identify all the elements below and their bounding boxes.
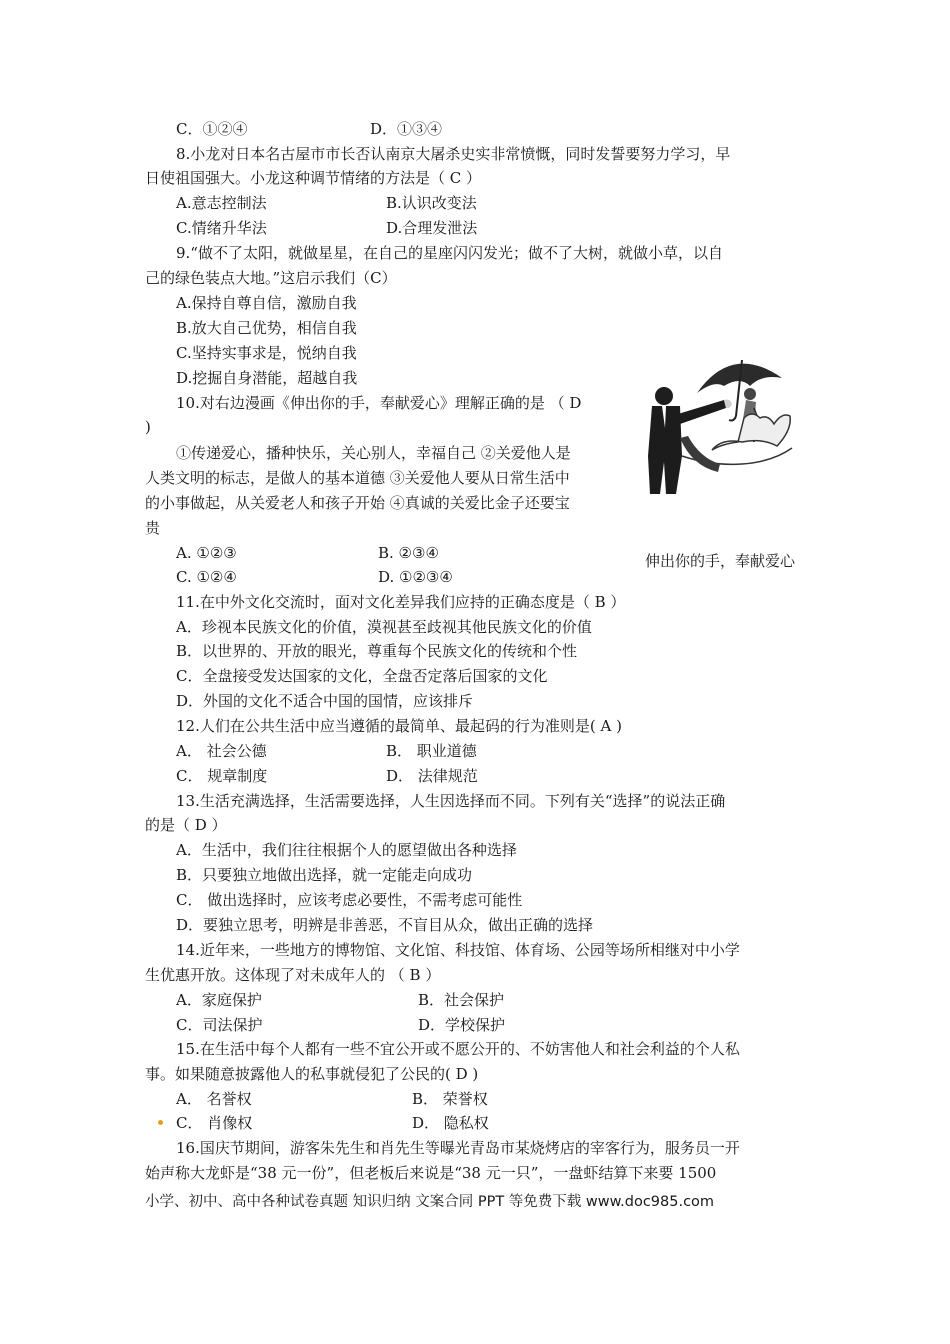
- line-text: 的是（ D ）: [145, 816, 227, 834]
- text-line: [176, 293, 357, 313]
- figure-caption: 伸出你的手，奉献爱心: [645, 552, 796, 570]
- line-text: 始声称大龙虾是“38 元一份”，但老板后来说是“38 元一只”，一盘虾结算下来要 1500: [145, 1164, 717, 1182]
- line-text: 人类文明的标志，是做人的基本道德 ③关爱他人要从日常生活中: [145, 469, 570, 487]
- option-text: B． 荣誉权: [412, 1090, 488, 1108]
- text-line: [176, 1089, 488, 1109]
- text-line: [176, 990, 505, 1010]
- text-line: [145, 493, 570, 513]
- line-text: 事。如果随意披露他人的私事就侵犯了公民的( D ): [145, 1065, 479, 1083]
- option-text: D. ①②③④: [378, 568, 453, 586]
- text-line: [176, 865, 472, 885]
- text-line: [176, 940, 740, 960]
- line-text: A. ①②③: [176, 544, 237, 562]
- option-text: D．学校保护: [418, 1016, 506, 1034]
- option-text: B．社会保护: [418, 991, 505, 1009]
- line-text: C． 做出选择时，应该考虑必要性，不需考虑可能性: [176, 891, 523, 909]
- line-text: 15.在生活中每个人都有一些不宜公开或不愿公开的、不妨害他人和社会利益的个人私: [176, 1040, 740, 1058]
- text-line: [176, 567, 453, 587]
- text-line: [176, 193, 477, 213]
- text-line: [176, 840, 517, 860]
- option-text: D．①③④: [370, 120, 443, 138]
- option-text: B.认识改变法: [386, 194, 477, 212]
- line-text: C. ①②④: [176, 568, 237, 586]
- text-line: [145, 518, 160, 538]
- line-text: D．要独立思考，明辨是非善恶，不盲目从众，做出正确的选择: [176, 916, 594, 934]
- option-text: B． 职业道德: [386, 742, 477, 760]
- text-line: [176, 243, 723, 263]
- text-line: [176, 766, 478, 786]
- line-text: A.意志控制法: [176, 194, 267, 212]
- text-line: [145, 168, 481, 188]
- line-text: 生优惠开放。这体现了对未成年人的 （ B ）: [145, 966, 441, 984]
- line-text: C.情绪升华法: [176, 219, 267, 237]
- text-line: [176, 741, 477, 761]
- line-text: 13.生活充满选择，生活需要选择，人生因选择而不同。下列有关“选择”的说法正确: [176, 792, 726, 810]
- option-text: D． 法律规范: [386, 767, 478, 785]
- text-line: [176, 791, 725, 811]
- option-text: B. ②③④: [378, 544, 439, 562]
- line-text: C．全盘接受发达国家的文化，全盘否定落后国家的文化: [176, 667, 548, 685]
- text-line: [176, 393, 581, 413]
- line-text: B．以世界的、开放的眼光，尊重每个民族文化的传统和个性: [176, 642, 578, 660]
- text-line: [176, 1039, 740, 1059]
- line-text: A． 社会公德: [176, 742, 267, 760]
- line-text: 16.国庆节期间，游客朱先生和肖先生等曝光青岛市某烧烤店的宰客行为，服务员一开: [176, 1139, 740, 1157]
- text-line: [176, 641, 577, 661]
- line-text: 12.人们在公共生活中应当遵循的最简单、最起码的行为准则是( A ): [176, 717, 622, 735]
- text-line: [145, 1163, 716, 1183]
- line-text: A．家庭保护: [176, 991, 262, 1009]
- text-line: [176, 119, 443, 139]
- text-line: [176, 343, 357, 363]
- text-line: [145, 468, 570, 488]
- text-line: [176, 691, 473, 711]
- cartoon-figure: [642, 338, 798, 500]
- line-text: A． 名誉权: [176, 1090, 252, 1108]
- text-line: [176, 1015, 506, 1035]
- text-line: [176, 368, 357, 388]
- bullet-mark: [158, 1120, 163, 1125]
- line-text: B．只要独立地做出选择，就一定能走向成功: [176, 866, 473, 884]
- text-line: [176, 617, 592, 637]
- line-text: ): [145, 418, 151, 436]
- text-line: [176, 666, 547, 686]
- line-text: 小学、初中、高中各种试卷真题 知识归纳 文案合同 PPT 等免费下载 www.doc985.com: [145, 1194, 715, 1210]
- line-text: 贵: [145, 519, 161, 537]
- line-text: C．①②④: [176, 120, 248, 138]
- line-text: C．司法保护: [176, 1016, 263, 1034]
- text-line: [176, 716, 622, 736]
- cartoon-illustration-icon: [642, 338, 798, 500]
- line-text: B.放大自己优势，相信自我: [176, 319, 357, 337]
- line-text: A．生活中，我们往往根据个人的愿望做出各种选择: [176, 841, 517, 859]
- text-line: [145, 417, 151, 437]
- line-text: 的小事做起，从关爱老人和孩子开始 ④真诚的关爱比金子还要宝: [145, 494, 570, 512]
- text-line: [176, 543, 439, 563]
- line-text: D．外国的文化不适合中国的国情，应该排斥: [176, 692, 474, 710]
- line-text: ①传递爱心，播种快乐，关心别人，幸福自己 ②关爱他人是: [176, 444, 571, 462]
- option-text: D.合理发泄法: [386, 219, 478, 237]
- line-text: D.挖掘自身潜能，超越自我: [176, 369, 358, 387]
- text-line: [176, 144, 730, 164]
- text-line: [176, 443, 571, 463]
- line-text: 14.近年来，一些地方的博物馆、文化馆、科技馆、体育场、公园等场所相继对中小学: [176, 941, 740, 959]
- text-line: [176, 915, 593, 935]
- text-line: [176, 318, 357, 338]
- line-text: 日使祖国强大。小龙这种调节情绪的方法是（ C ）: [145, 169, 482, 187]
- line-text: 10.对右边漫画《伸出你的手，奉献爱心》理解正确的是 （ D: [176, 394, 582, 412]
- line-text: C.坚持实事求是，悦纳自我: [176, 344, 357, 362]
- option-text: D． 隐私权: [412, 1114, 489, 1132]
- text-line: [145, 815, 227, 835]
- text-line: [145, 268, 397, 288]
- line-text: 11.在中外文化交流时，面对文化差异我们应持的正确态度是（ B ）: [176, 593, 626, 611]
- line-text: C． 肖像权: [176, 1114, 253, 1132]
- line-text: 己的绿色装点大地。”这启示我们（C）: [145, 269, 397, 287]
- text-line: [176, 1138, 740, 1158]
- text-line: [176, 218, 478, 238]
- line-text: 9.“做不了太阳，就做星星，在自己的星座闪闪发光；做不了大树，就做小草，以自: [176, 244, 723, 262]
- text-line: [176, 890, 522, 910]
- text-line: [176, 592, 625, 612]
- text-line: [145, 965, 440, 985]
- line-text: A．珍视本民族文化的价值，漠视甚至歧视其他民族文化的价值: [176, 618, 592, 636]
- line-text: A.保持自尊自信，激励自我: [176, 294, 357, 312]
- line-text: 8.小龙对日本名古屋市市长否认南京大屠杀史实非常愤慨，同时发誓要努力学习，早: [176, 145, 731, 163]
- line-text: C． 规章制度: [176, 767, 268, 785]
- text-line: [145, 1064, 478, 1084]
- page-footer: [145, 1192, 714, 1212]
- text-line: [176, 1113, 489, 1133]
